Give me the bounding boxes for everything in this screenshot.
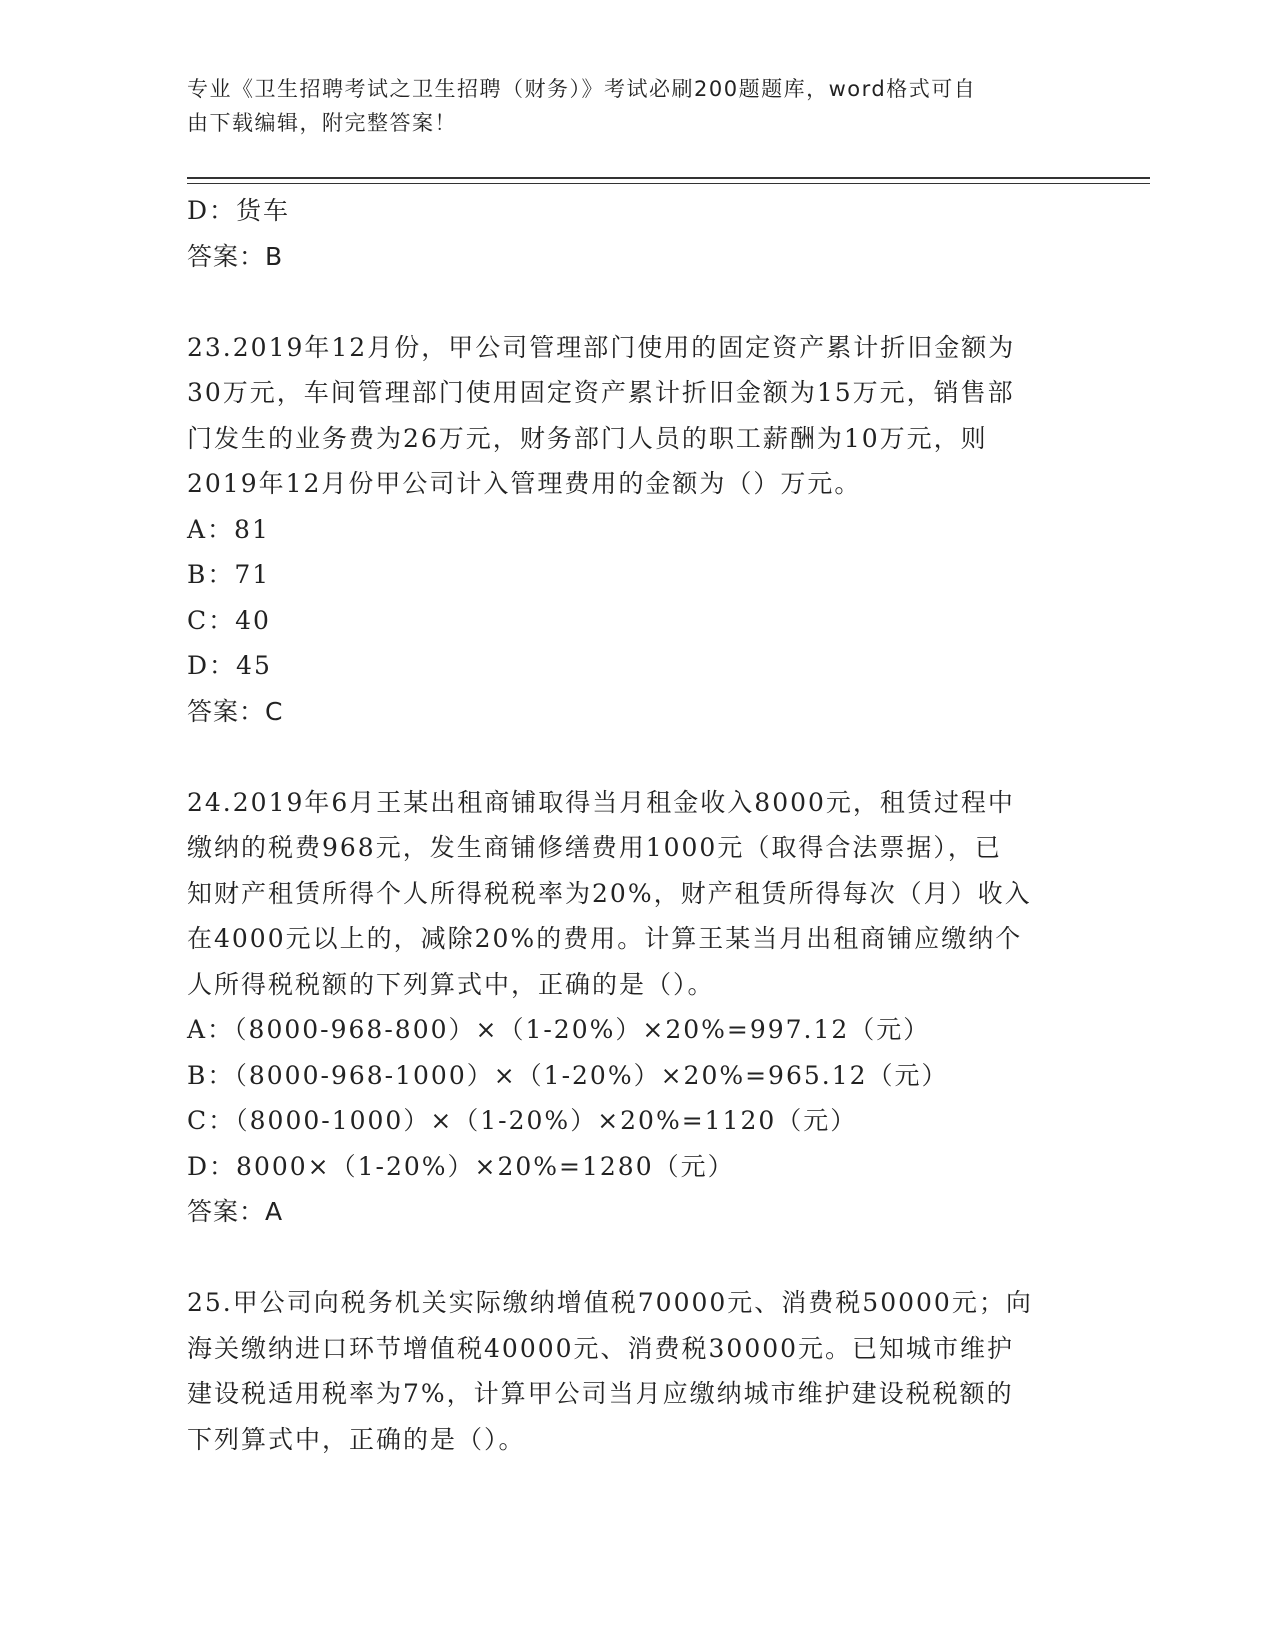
question-text-line: 建设税适用税率为7%，计算甲公司当月应缴纳城市维护建设税税额的 (187, 1379, 1014, 1408)
question-24 (187, 780, 1077, 1008)
spacer (187, 734, 1087, 780)
question-text-line: 海关缴纳进口环节增值税40000元、消费税30000元。已知城市维护 (187, 1333, 1015, 1363)
question-text-line: 23.2019年12月份，甲公司管理部门使用的固定资产累计折旧金额为 (187, 332, 1016, 362)
question-25 (187, 1280, 1077, 1462)
option-a: A：（8000-968-800）×（1-20%）×20%=997.12（元） (187, 1015, 931, 1044)
question-text-line: 在4000元以上的，减除20%的费用。计算王某当月出租商铺应缴纳个 (187, 924, 1023, 953)
question-text-line: 2019年12月份甲公司计入管理费用的金额为（）万元。 (187, 469, 862, 498)
header-rule-thin (187, 183, 1150, 184)
question-text-line: 25.甲公司向税务机关实际缴纳增值税70000元、消费税50000元；向 (187, 1288, 1033, 1317)
question-text-line: 下列算式中，正确的是（）。 (187, 1424, 526, 1454)
option-a: A：81 (187, 514, 270, 544)
prev-answer: 答案：B (187, 241, 284, 271)
spacer (187, 279, 1087, 325)
page-header (187, 72, 1067, 140)
answer-24: 答案：A (187, 1197, 284, 1226)
header-line-1: 专业《卫生招聘考试之卫生招聘（财务）》考试必刷200题题库，word格式可自 (187, 77, 977, 101)
option-d: D：45 (187, 651, 272, 680)
spacer (187, 1235, 1087, 1281)
option-c: C：（8000-1000）×（1-20%）×20%=1120（元） (187, 1106, 858, 1135)
prev-option-d: D：货车 (187, 196, 291, 225)
option-d: D：8000×（1-20%）×20%=1280（元） (187, 1151, 735, 1181)
question-23 (187, 325, 1077, 507)
content-area (187, 188, 1087, 1462)
question-text-line: 人所得税税额的下列算式中，正确的是（）。 (187, 969, 715, 999)
answer-23: 答案：C (187, 696, 284, 726)
header-line-2: 由下载编辑，附完整答案！ (187, 111, 457, 135)
question-text-line: 知财产租赁所得个人所得税税率为20%，财产租赁所得每次（月）收入 (187, 878, 1032, 908)
question-text-line: 缴纳的税费968元，发生商铺修缮费用1000元（取得合法票据），已 (187, 833, 1002, 862)
option-b: B：71 (187, 560, 271, 589)
question-text-line: 24.2019年6月王某出租商铺取得当月租金收入8000元，租赁过程中 (187, 787, 1015, 817)
header-rule-thick (187, 177, 1150, 179)
question-text-line: 门发生的业务费为26万元，财务部门人员的职工薪酬为10万元，则 (187, 423, 988, 453)
question-text-line: 30万元，车间管理部门使用固定资产累计折旧金额为15万元，销售部 (187, 378, 1015, 407)
option-c: C：40 (187, 605, 271, 635)
option-b: B：（8000-968-1000）×（1-20%）×20%=965.12（元） (187, 1060, 949, 1090)
